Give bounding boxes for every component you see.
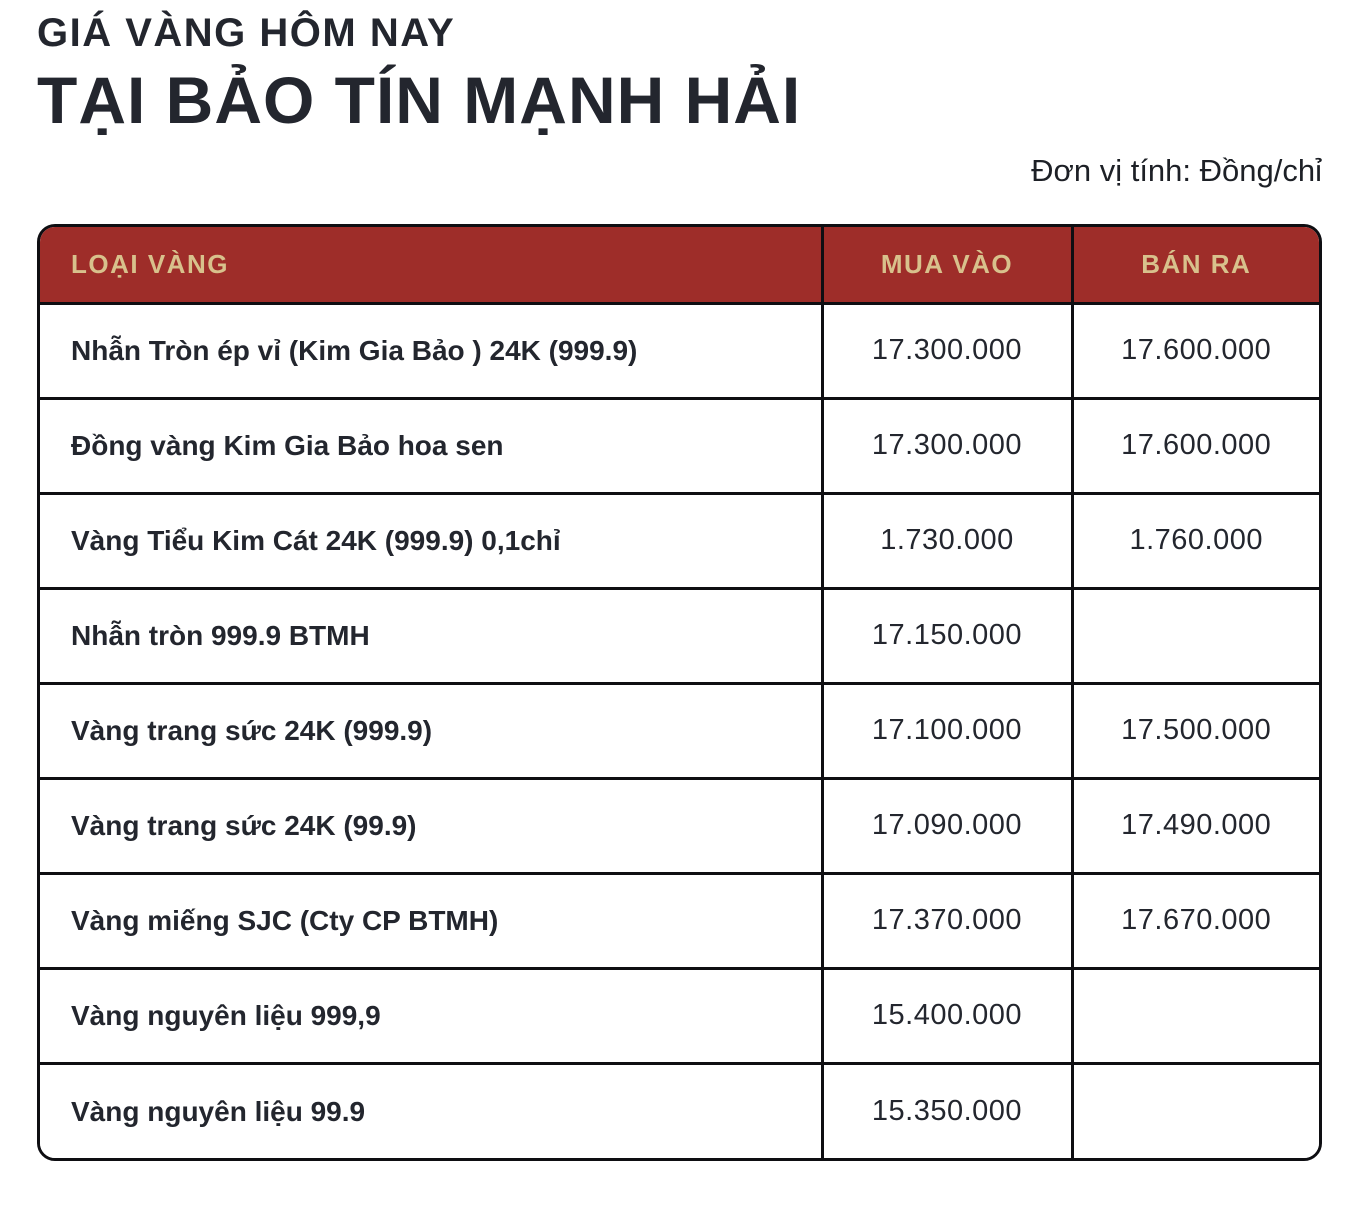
gold-type-cell: Vàng trang sức 24K (999.9) bbox=[40, 683, 822, 778]
buy-price-cell: 15.400.000 bbox=[822, 968, 1072, 1063]
buy-price-cell: 15.350.000 bbox=[822, 1063, 1072, 1158]
gold-type-cell: Vàng nguyên liệu 999,9 bbox=[40, 968, 822, 1063]
price-table bbox=[40, 227, 1319, 1158]
sell-price-cell: 17.500.000 bbox=[1072, 683, 1319, 778]
gold-price-table bbox=[37, 224, 1322, 1161]
page-title-small: GIÁ VÀNG HÔM NAY bbox=[37, 11, 456, 55]
column-header-sell: BÁN RA bbox=[1072, 227, 1319, 303]
table-row bbox=[40, 873, 1319, 968]
column-header-type: LOẠI VÀNG bbox=[40, 227, 822, 303]
table-row bbox=[40, 588, 1319, 683]
buy-price-cell: 17.100.000 bbox=[822, 683, 1072, 778]
gold-type-cell: Vàng nguyên liệu 99.9 bbox=[40, 1063, 822, 1158]
table-row bbox=[40, 1063, 1319, 1158]
buy-price-cell: 17.090.000 bbox=[822, 778, 1072, 873]
page-title-big: TẠI BẢO TÍN MẠNH HẢI bbox=[37, 63, 802, 137]
buy-price-cell: 17.300.000 bbox=[822, 303, 1072, 398]
gold-type-cell: Đồng vàng Kim Gia Bảo hoa sen bbox=[40, 398, 822, 493]
gold-type-cell: Nhẫn tròn 999.9 BTMH bbox=[40, 588, 822, 683]
gold-type-cell: Nhẫn Tròn ép vỉ (Kim Gia Bảo ) 24K (999.9) bbox=[40, 303, 822, 398]
sell-price-cell: 17.490.000 bbox=[1072, 778, 1319, 873]
table-row bbox=[40, 778, 1319, 873]
table-header bbox=[40, 227, 1319, 303]
table-row bbox=[40, 683, 1319, 778]
gold-type-cell: Vàng Tiểu Kim Cát 24K (999.9) 0,1chỉ bbox=[40, 493, 822, 588]
table-row bbox=[40, 398, 1319, 493]
gold-type-cell: Vàng trang sức 24K (99.9) bbox=[40, 778, 822, 873]
sell-price-cell: 17.600.000 bbox=[1072, 398, 1319, 493]
table-row bbox=[40, 493, 1319, 588]
buy-price-cell: 1.730.000 bbox=[822, 493, 1072, 588]
sell-price-cell: 1.760.000 bbox=[1072, 493, 1319, 588]
buy-price-cell: 17.370.000 bbox=[822, 873, 1072, 968]
sell-price-cell bbox=[1072, 588, 1319, 683]
table-body bbox=[40, 303, 1319, 1158]
sell-price-cell bbox=[1072, 1063, 1319, 1158]
gold-type-cell: Vàng miếng SJC (Cty CP BTMH) bbox=[40, 873, 822, 968]
unit-label: Đơn vị tính: Đồng/chỉ bbox=[1031, 153, 1322, 189]
header-row bbox=[40, 227, 1319, 303]
sell-price-cell: 17.600.000 bbox=[1072, 303, 1319, 398]
sell-price-cell bbox=[1072, 968, 1319, 1063]
buy-price-cell: 17.150.000 bbox=[822, 588, 1072, 683]
buy-price-cell: 17.300.000 bbox=[822, 398, 1072, 493]
sell-price-cell: 17.670.000 bbox=[1072, 873, 1319, 968]
table-row bbox=[40, 968, 1319, 1063]
column-header-buy: MUA VÀO bbox=[822, 227, 1072, 303]
table-row bbox=[40, 303, 1319, 398]
